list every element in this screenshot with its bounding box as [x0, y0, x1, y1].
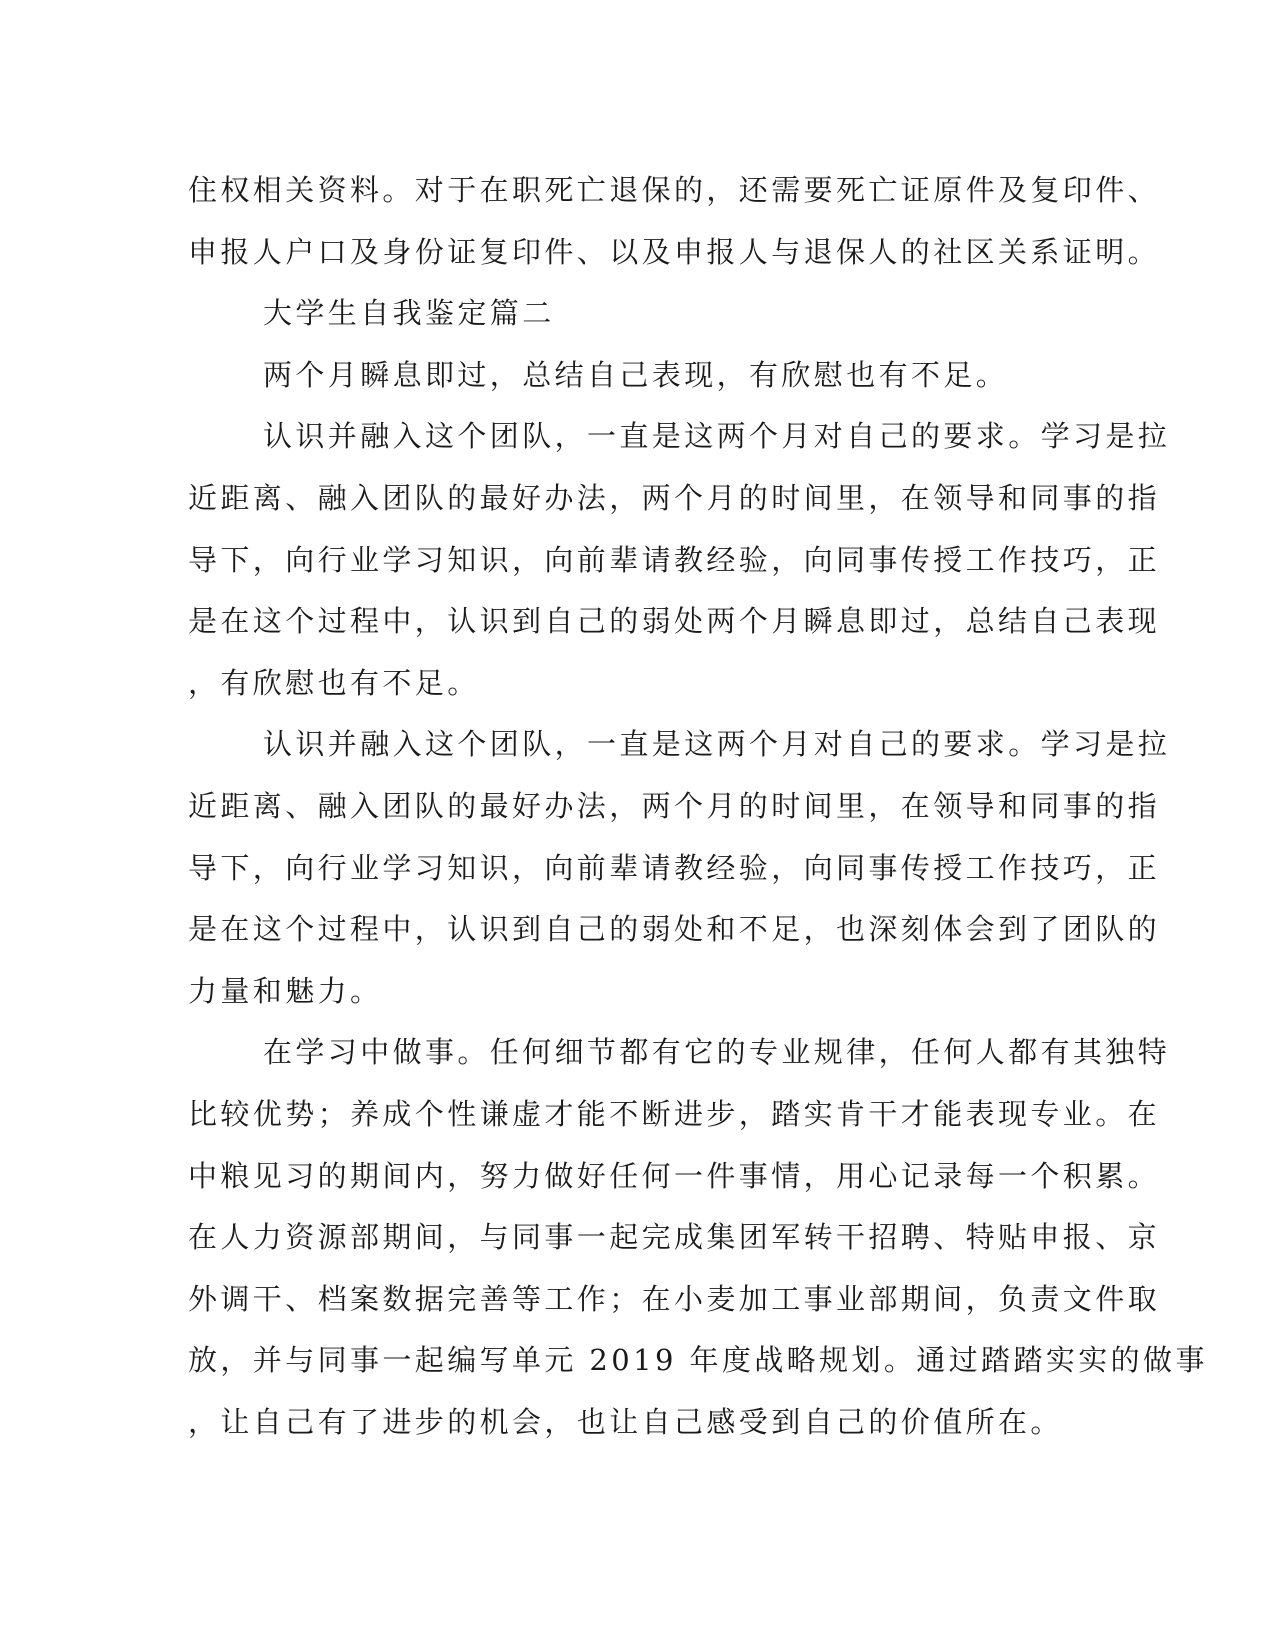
text-line: 在人力资源部期间，与同事一起完成集团军转干招聘、特贴申报、京	[188, 1220, 1161, 1255]
text-line: ，让自己有了进步的机会，也让自己感受到自己的价值所在。	[188, 1404, 1063, 1439]
section-heading: 大学生自我鉴定篇二	[263, 296, 555, 331]
text-line: 力量和魅力。	[188, 973, 383, 1008]
text-line: 认识并融入这个团队，一直是这两个月对自己的要求。学习是拉	[263, 727, 1171, 762]
text-line: 两个月瞬息即过，总结自己表现，有欣慰也有不足。	[263, 357, 1009, 392]
text-line: 导下，向行业学习知识，向前辈请教经验，向同事传授工作技巧，正	[188, 850, 1161, 885]
text-line: 比较优势；养成个性谦虚才能不断进步，踏实肯干才能表现专业。在	[188, 1096, 1161, 1131]
text-line: 放，并与同事一起编写单元 2019 年度战略规划。通过踏踏实实的做事	[188, 1343, 1208, 1378]
text-line: 是在这个过程中，认识到自己的弱处两个月瞬息即过，总结自己表现	[188, 604, 1161, 639]
document-body	[188, 160, 1208, 1453]
text-line: 申报人户口及身份证复印件、以及申报人与退保人的社区关系证明。	[188, 234, 1161, 269]
text-line: 中粮见习的期间内，努力做好任何一件事情，用心记录每一个积累。	[188, 1158, 1161, 1193]
text-line: 在学习中做事。任何细节都有它的专业规律，任何人都有其独特	[263, 1035, 1171, 1070]
text-line: 住权相关资料。对于在职死亡退保的，还需要死亡证原件及复印件、	[188, 173, 1161, 207]
text-line: ，有欣慰也有不足。	[188, 665, 480, 700]
text-line: 认识并融入这个团队，一直是这两个月对自己的要求。学习是拉	[263, 419, 1171, 454]
text-line: 近距离、融入团队的最好办法，两个月的时间里，在领导和同事的指	[188, 480, 1161, 515]
text-line: 外调干、档案数据完善等工作；在小麦加工事业部期间，负责文件取	[188, 1281, 1161, 1316]
text-line: 导下，向行业学习知识，向前辈请教经验，向同事传授工作技巧，正	[188, 542, 1161, 577]
text-line: 是在这个过程中，认识到自己的弱处和不足，也深刻体会到了团队的	[188, 912, 1161, 947]
text-line: 近距离、融入团队的最好办法，两个月的时间里，在领导和同事的指	[188, 788, 1161, 823]
